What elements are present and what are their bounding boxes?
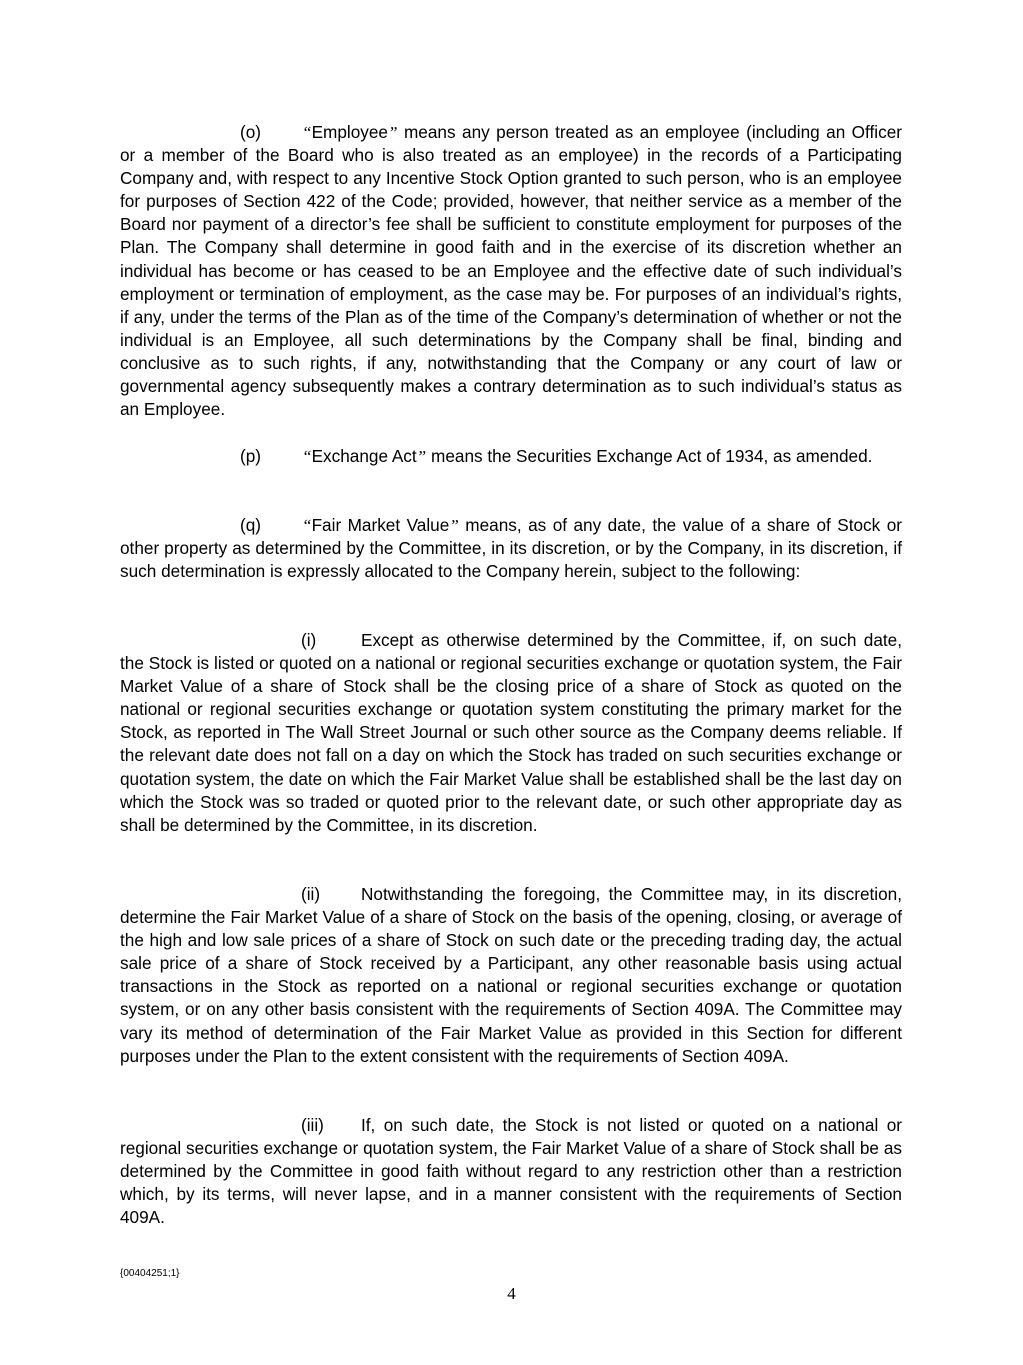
open-quote: “ bbox=[302, 516, 312, 535]
paragraph-o bbox=[120, 121, 902, 421]
paragraph-p bbox=[120, 445, 902, 468]
subparagraph-label: (ii) bbox=[301, 884, 321, 904]
subparagraph-text: Except as otherwise determined by the Committee, if, on such date, the Stock is listed or quoted on a national or regional securities exchange or quotation system, the Fair Market Value of a share of Stock shall be the closing price of a share of Stock as quoted on the national or regional securities exchange or quotation system constituting the primary market for the Stock, as reported in The Wall Street Journal or such other source as the Company deems reliable. If the relevant date does not fall on a day on which the Stock has traded on such securities exchange or quotation system, the date on which the Fair Market Value shall be established shall be the last day on which the Stock was so traded or quoted prior to the relevant date, or such other appropriate day as shall be determined by the Committee, in its discretion. bbox=[120, 630, 902, 835]
subparagraph-text: Notwithstanding the foregoing, the Committee may, in its discretion, determine the Fair Market Value of a share of Stock on the basis of the opening, closing, or average of the high and low sale prices of a share of Stock on such date or the preceding trading day, the actual sale price of a share of Stock received by a Participant, any other reasonable basis using actual transactions in the Stock as reported on a national or regional securities exchange or quotation system, or on any other basis consistent with the requirements of Section 409A. The Committee may vary its method of determination of the Fair Market Value as provided in this Section for different purposes under the Plan to the extent consistent with the requirements of Section 409A. bbox=[120, 884, 902, 1066]
defined-term: Employee bbox=[311, 122, 388, 142]
paragraph-text: means any person treated as an employee (including an Officer or a member of the Board who is also treated as an employee) in the records of a Participating Company and, with respect to any Incentive Stock Option granted to such person, who is an employee for purposes of Section 422 of the Code; provided, however, that neither service as a member of the Board nor payment of a director’s fee shall be sufficient to constitute employment for purposes of the Plan. The Company shall determine in good faith and in the exercise of its discretion whether an individual has become or has ceased to be an Employee and the effective date of such individual’s employment or termination of employment, as the case may be. For purposes of an individual’s rights, if any, under the terms of the Plan as of the time of the Company’s determination of whether or not the individual is an Employee, all such determinations by the Company shall be final, binding and conclusive as to such rights, if any, notwithstanding that the Company or any court of law or governmental agency subsequently makes a contrary determination as to such individual’s status as an Employee. bbox=[120, 122, 902, 420]
subparagraph-label: (i) bbox=[301, 630, 317, 650]
close-quote: ” bbox=[416, 447, 427, 466]
open-quote: “ bbox=[302, 123, 312, 142]
document-id: {00404251;1} bbox=[120, 1268, 180, 1279]
paragraph-label: (p) bbox=[240, 446, 262, 466]
page-number: 4 bbox=[507, 1284, 516, 1303]
subparagraph-label: (iii) bbox=[301, 1115, 324, 1135]
open-quote: “ bbox=[302, 447, 312, 466]
close-quote: ” bbox=[388, 123, 398, 142]
defined-term: Fair Market Value bbox=[311, 515, 450, 535]
paragraph-label: (q) bbox=[240, 515, 262, 535]
paragraph-label: (o) bbox=[240, 122, 262, 142]
paragraph-q bbox=[120, 514, 902, 583]
subparagraph-text: If, on such date, the Stock is not listed or quoted on a national or regional securities exchange or quotation system, the Fair Market Value of a share of Stock shall be as determined by the Committee in good faith without regard to any restriction other than a restriction which, by its terms, will never lapse, and in a manner consistent with the requirements of Section 409A. bbox=[120, 1115, 902, 1228]
paragraph-text: means, as of any date, the value of a share of Stock or other property as determined by the Committee, in its discretion, or by the Company, in its discretion, if such determination is expressly allocated to the Company herein, subject to the following: bbox=[120, 515, 902, 582]
paragraph-text: means the Securities Exchange Act of 1934, as amended. bbox=[426, 446, 873, 466]
defined-term: Exchange Act bbox=[311, 446, 417, 466]
subparagraph-q-i bbox=[120, 629, 902, 837]
subparagraph-q-ii bbox=[120, 883, 902, 1068]
subparagraph-q-iii bbox=[120, 1114, 902, 1229]
close-quote: ” bbox=[449, 516, 459, 535]
